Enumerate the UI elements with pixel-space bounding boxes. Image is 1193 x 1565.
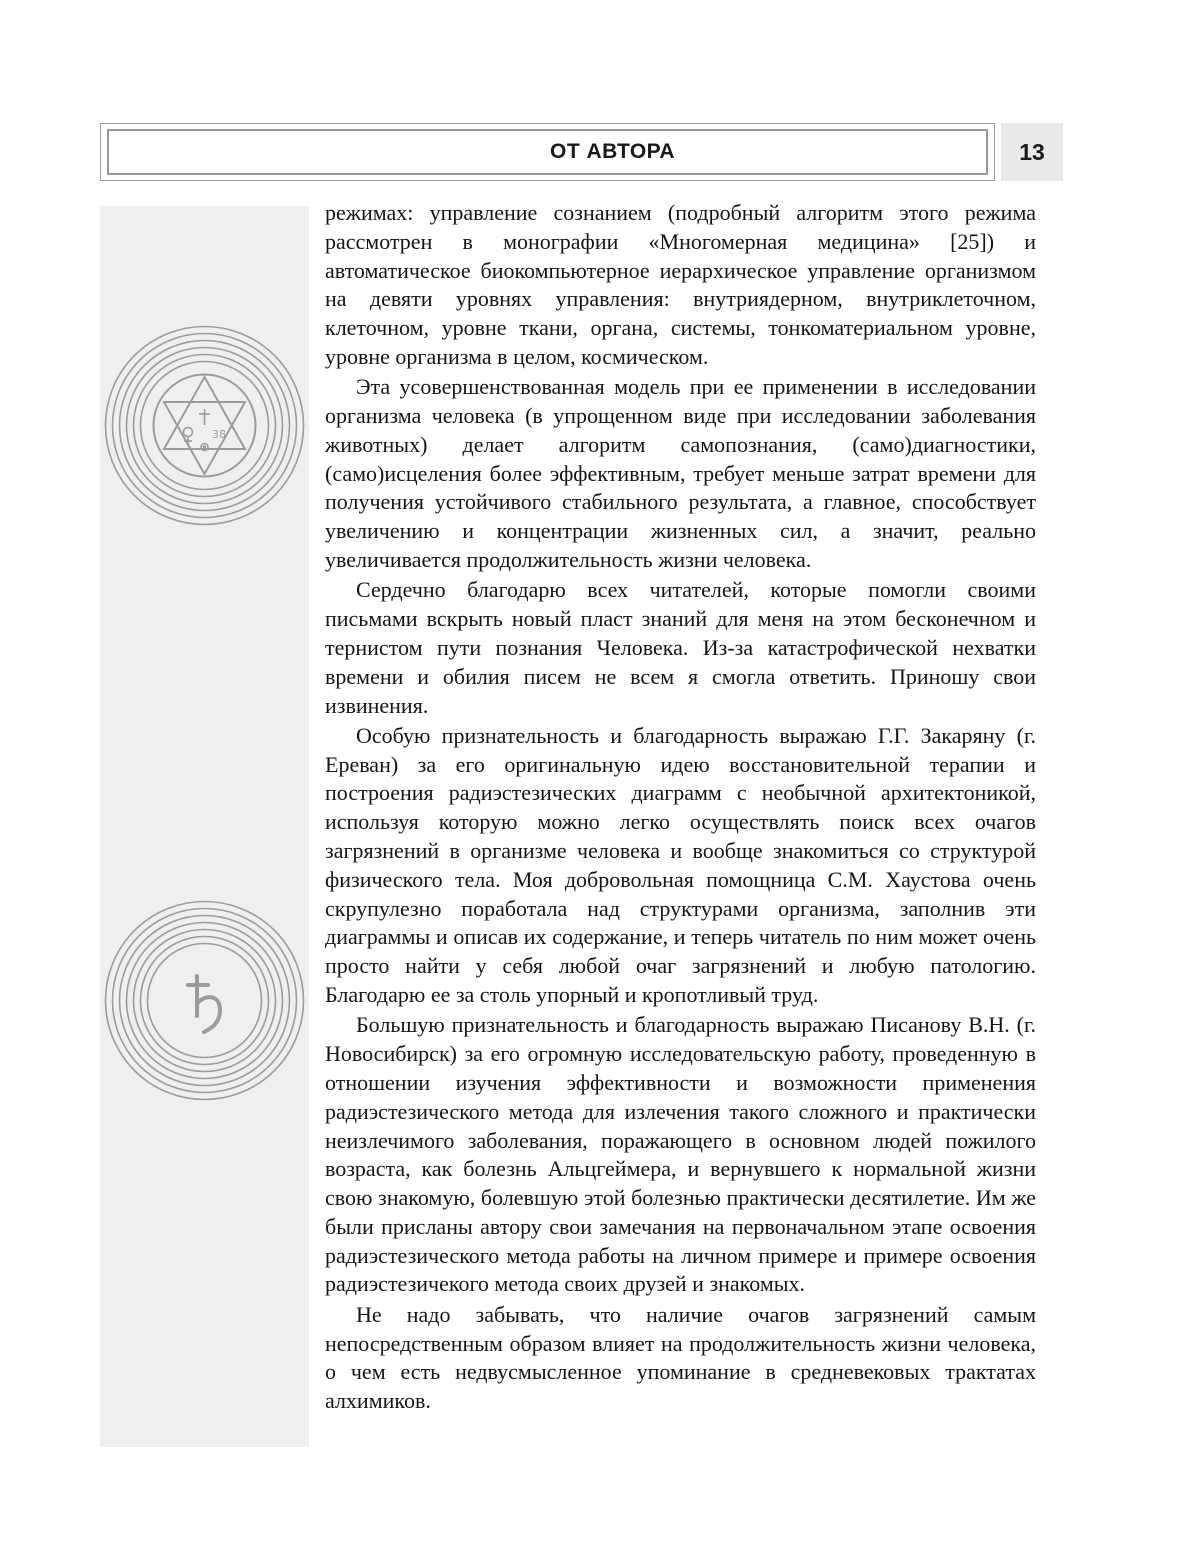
- saturn-symbol-icon: [100, 896, 309, 1105]
- paragraph: Не надо забывать, что наличие очагов загрязнений самым непосредственным образом влияет на продолжительность жизни человека, о чем есть недвусмысленное упоминание в средневековых трактатах алхимиков.: [325, 1301, 1036, 1414]
- paragraph: Сердечно благодарю всех читателей, которые помогли своими письмами вскрыть новый пласт знаний для меня на этом бесконечном и тернистом пути познания Человека. Из-за катастрофической нехватки времени и обилия писем не всем я смогла ответить. Приношу свои извинения.: [325, 577, 1036, 718]
- paragraph: Большую признательность и благодарность выражаю Писанову В.Н. (г. Новосибирск) за его огромную исследовательскую работу, проведенную в отношении изучения эффективности и возможности применения радиэстезического метода для излечения такого сложного и практически неизлечимого заболевания, поражающего в основном людей пожилого возраста, как болезнь Альцгеймера, и вернувшего к нормальной жизни свою знакомую, болевшую этой болезнью практически десятилетие. Им же были присланы автору свои замечания на первоначальном этапе освоения радиэстезического метода работы на личном примере и примере освоения радиэстезичекого метода своих друзей и знакомых.: [325, 1012, 1036, 1297]
- paragraph: Особую признательность и благодарность выражаю Г.Г. Закаряну (г. Ереван) за его оригинальную идею восстановительной терапии и построения радиэстезических диаграмм с необычной архитектоникой, используя которую можно легко осуществлять поиск всех очагов загрязнений в организме человека и вообще знакомиться со структурой физического тела. Моя добровольная помощница С.М. Хаустова очень скрупулезно поработала над структурами организма, заполнив эти диаграммы и описав их содержание, и теперь читатель по ним может очень просто найти у себя любой очаг загрязнений и любую патологию. Благодарю ее за столь упорный и кропотливый труд.: [325, 722, 1036, 1008]
- running-header-frame: [107, 129, 988, 175]
- seal-label: 38: [212, 428, 226, 441]
- paragraph: режимах: управление сознанием (подробный алгоритм этого режима рассмотрен в монографии «Многомерная медицина» [25]) и автоматическое биокомпьютерное иерархическое управление организмом на девяти уровнях управления: внутриядерном, внутриклеточном, клеточном, уровне ткани, органа, системы, тонкоматериальном уровне, уровне организма в целом, космическом.: [325, 200, 1036, 369]
- paragraph: Эта усовершенствованная модель при ее применении в исследовании организма человека (в упрощенном виде при исследовании заболевания животных) делает алгоритм самопознания, (само)диагностики, (само)исцеления более эффективным, требует меньше затрат времени для получения устойчивого стабильного результата, а главное, способствует увеличению и концентрации жизненных сил, а значит, реально увеличивается продолжительность жизни человека.: [325, 374, 1036, 573]
- page-number-box: [1001, 123, 1063, 181]
- body-text: [325, 199, 1036, 1417]
- page-number: 13: [1019, 138, 1045, 165]
- hexagram-seal-icon: [100, 321, 309, 530]
- section-title: ОТ АВТОРА: [550, 140, 675, 163]
- decorative-sidebar: [100, 206, 309, 1447]
- running-header: [100, 123, 995, 181]
